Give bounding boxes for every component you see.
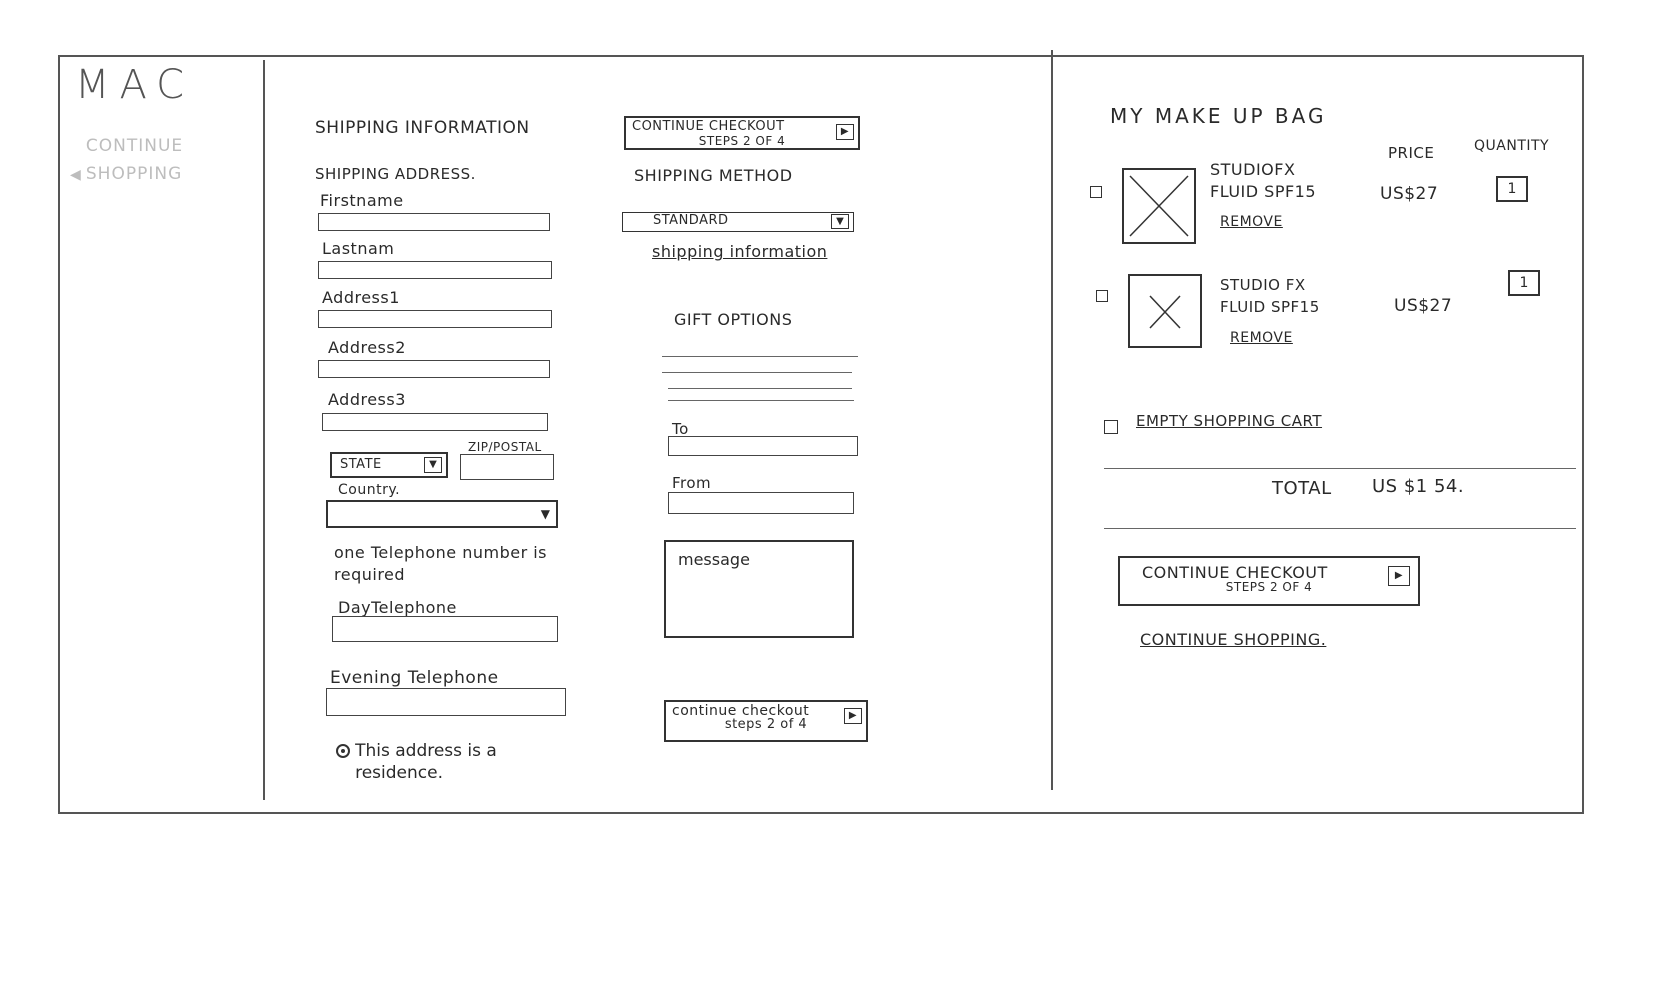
continue-checkout-top-label: CONTINUE CHECKOUT: [632, 119, 785, 134]
last-name-field[interactable]: [318, 261, 552, 279]
gift-from-label: From: [672, 474, 712, 492]
quantity-header: QUANTITY: [1474, 138, 1550, 154]
item-quantity-field[interactable]: 1: [1496, 176, 1528, 202]
empty-cart-checkbox[interactable]: [1104, 420, 1118, 434]
gift-message-label: message: [678, 550, 750, 569]
total-divider-bottom: [1104, 528, 1576, 529]
country-label: Country.: [338, 482, 401, 498]
bag-title: MY MAKE UP BAG: [1110, 104, 1327, 128]
dropdown-arrow-icon: ▼: [540, 507, 550, 521]
continue-checkout-bottom-steps: steps 2 of 4: [724, 717, 808, 732]
state-label: STATE: [340, 457, 382, 472]
address2-label: Address2: [328, 338, 406, 357]
shipping-title: SHIPPING INFORMATION: [315, 118, 530, 138]
back-arrow-icon: ◀: [70, 167, 81, 183]
radio-icon: [336, 744, 350, 758]
gift-options-title: GIFT OPTIONS: [674, 310, 793, 329]
play-arrow-icon: ▶: [836, 124, 854, 140]
play-arrow-icon: ▶: [1388, 566, 1410, 586]
item-name-line2: FLUID SPF15: [1210, 182, 1317, 201]
product-image-placeholder: [1128, 274, 1202, 348]
dropdown-arrow-icon: ▼: [831, 214, 849, 229]
item-remove-link[interactable]: REMOVE: [1230, 330, 1293, 346]
continue-checkout-bottom-label: continue checkout: [672, 703, 810, 719]
address3-label: Address3: [328, 390, 406, 409]
residence-option[interactable]: [336, 740, 566, 784]
cart-divider: [1051, 50, 1053, 790]
continue-checkout-bottom-button[interactable]: [664, 700, 868, 742]
evening-phone-label: Evening Telephone: [330, 668, 499, 688]
phone-note: one Telephone number is required: [334, 543, 548, 584]
continue-shopping-link[interactable]: CONTINUE SHOPPING.: [1140, 630, 1327, 649]
address1-label: Address1: [322, 288, 400, 307]
product-image-placeholder: [1122, 168, 1196, 244]
zip-label: ZIP/POSTAL: [468, 440, 542, 454]
gift-line: [668, 388, 852, 389]
item-quantity-field[interactable]: 1: [1508, 270, 1540, 296]
logo: MAC: [75, 62, 195, 108]
continue-checkout-top-button[interactable]: [624, 116, 860, 150]
day-phone-label: DayTelephone: [338, 598, 457, 617]
day-phone-field[interactable]: [332, 616, 558, 642]
item-name-line1: STUDIO FX: [1220, 276, 1306, 294]
item-name-line1: STUDIOFX: [1210, 160, 1296, 179]
empty-cart-link[interactable]: EMPTY SHOPPING CART: [1136, 412, 1323, 430]
continue-checkout-steps: STEPS 2 OF 4: [1225, 580, 1313, 594]
state-select[interactable]: [330, 452, 448, 478]
continue-checkout-button[interactable]: [1118, 556, 1420, 606]
price-header: PRICE: [1388, 144, 1435, 162]
zip-field[interactable]: [460, 454, 554, 480]
dropdown-arrow-icon: ▼: [424, 457, 442, 473]
sidebar-continue-shopping[interactable]: [70, 132, 220, 188]
gift-line: [662, 356, 858, 357]
item-price: US$27: [1394, 296, 1453, 316]
evening-phone-field[interactable]: [326, 688, 566, 716]
item-price: US$27: [1380, 184, 1439, 204]
item-name-line2: FLUID SPF15: [1220, 298, 1320, 316]
address2-field[interactable]: [318, 360, 550, 378]
shipping-information-link[interactable]: shipping information: [652, 242, 828, 261]
continue-checkout-top-steps: STEPS 2 OF 4: [698, 134, 786, 148]
address1-field[interactable]: [318, 310, 552, 328]
sidebar-divider: [263, 60, 265, 800]
address3-field[interactable]: [322, 413, 548, 431]
gift-to-field[interactable]: [668, 436, 858, 456]
item-remove-link[interactable]: REMOVE: [1220, 214, 1283, 230]
gift-from-field[interactable]: [668, 492, 854, 514]
first-name-label: Firstname: [320, 191, 404, 210]
gift-to-label: To: [672, 420, 689, 438]
first-name-field[interactable]: [318, 213, 550, 231]
continue-checkout-label: CONTINUE CHECKOUT: [1142, 563, 1328, 582]
play-arrow-icon: ▶: [844, 708, 862, 724]
shipping-method-select[interactable]: [622, 212, 854, 232]
gift-line: [668, 400, 854, 401]
item-checkbox[interactable]: [1090, 186, 1102, 198]
sidebar-continue-label: CONTINUE SHOPPING: [85, 136, 184, 184]
total-divider-top: [1104, 468, 1576, 469]
residence-label: This address is a residence.: [355, 741, 497, 783]
gift-line: [662, 372, 852, 373]
item-checkbox[interactable]: [1096, 290, 1108, 302]
shipping-method-value: STANDARD: [653, 213, 729, 228]
total-value: US $1 54.: [1372, 476, 1465, 497]
total-label: TOTAL: [1272, 478, 1332, 499]
gift-message-field[interactable]: [664, 540, 854, 638]
shipping-method-title: SHIPPING METHOD: [634, 166, 793, 185]
country-select[interactable]: [326, 500, 558, 528]
last-name-label: Lastnam: [322, 239, 395, 258]
shipping-address-header: SHIPPING ADDRESS.: [315, 165, 476, 183]
